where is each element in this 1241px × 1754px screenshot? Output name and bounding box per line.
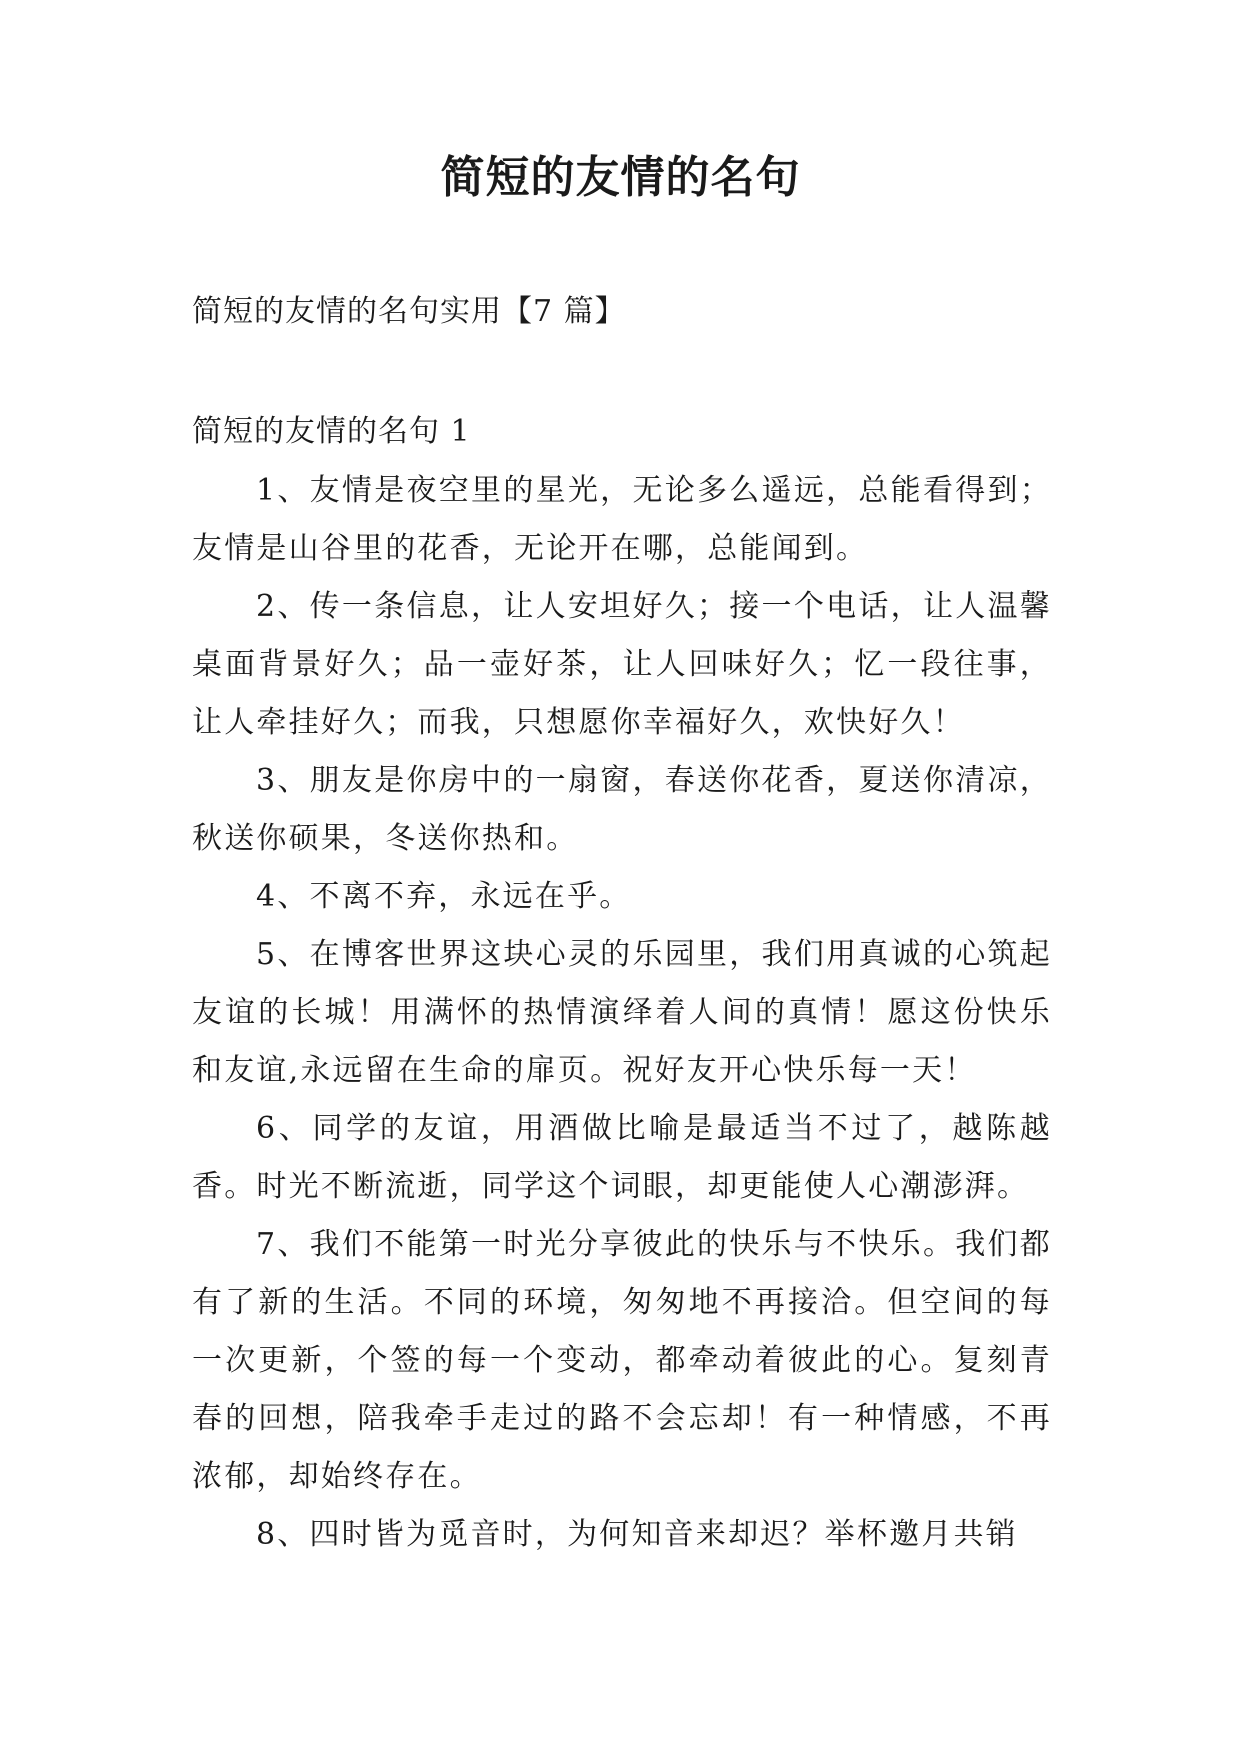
paragraph-8: 8、四时皆为觅音时，为何知音来却迟？举杯邀月共销 xyxy=(256,1517,1018,1552)
paragraph-4: 4、不离不弃，永远在乎。 xyxy=(256,879,632,914)
paragraph-7: 7、我们不能第一时光分享彼此的快乐与不快乐。我们都有了新的生活。不同的环境，匆匆地不再接洽。但空间的每一次更新，个签的每一个变动，都牵动着彼此的心。复刻青春的回想，陪我牵手走过的路不会忘却！有一种情感，不再浓郁，却始终存在。 xyxy=(192,1227,1052,1494)
section-heading: 简短的友情的名句 1 xyxy=(192,414,471,449)
document-title: 简短的友情的名句 xyxy=(440,152,801,203)
paragraph-2: 2、传一条信息，让人安坦好久；接一个电话，让人温馨桌面背景好久；品一壶好茶，让人回味好久；忆一段往事，让人牵挂好久；而我，只想愿你幸福好久，欢快好久！ xyxy=(192,589,1052,740)
paragraph-3: 3、朋友是你房中的一扇窗，春送你花香，夏送你清凉，秋送你硕果，冬送你热和。 xyxy=(192,763,1052,856)
document-subtitle: 简短的友情的名句实用【7 篇】 xyxy=(192,294,626,329)
document-body xyxy=(192,462,1052,1564)
paragraph-6: 6、同学的友谊，用酒做比喻是最适当不过了，越陈越香。时光不断流逝，同学这个词眼，却更能使人心潮澎湃。 xyxy=(192,1111,1052,1204)
paragraph-5: 5、在博客世界这块心灵的乐园里，我们用真诚的心筑起友谊的长城！用满怀的热情演绎着人间的真情！愿这份快乐和友谊,永远留在生命的扉页。祝好友开心快乐每一天！ xyxy=(192,937,1052,1088)
paragraph-1: 1、友情是夜空里的星光，无论多么遥远，总能看得到；友情是山谷里的花香，无论开在哪，总能闻到。 xyxy=(192,473,1052,566)
